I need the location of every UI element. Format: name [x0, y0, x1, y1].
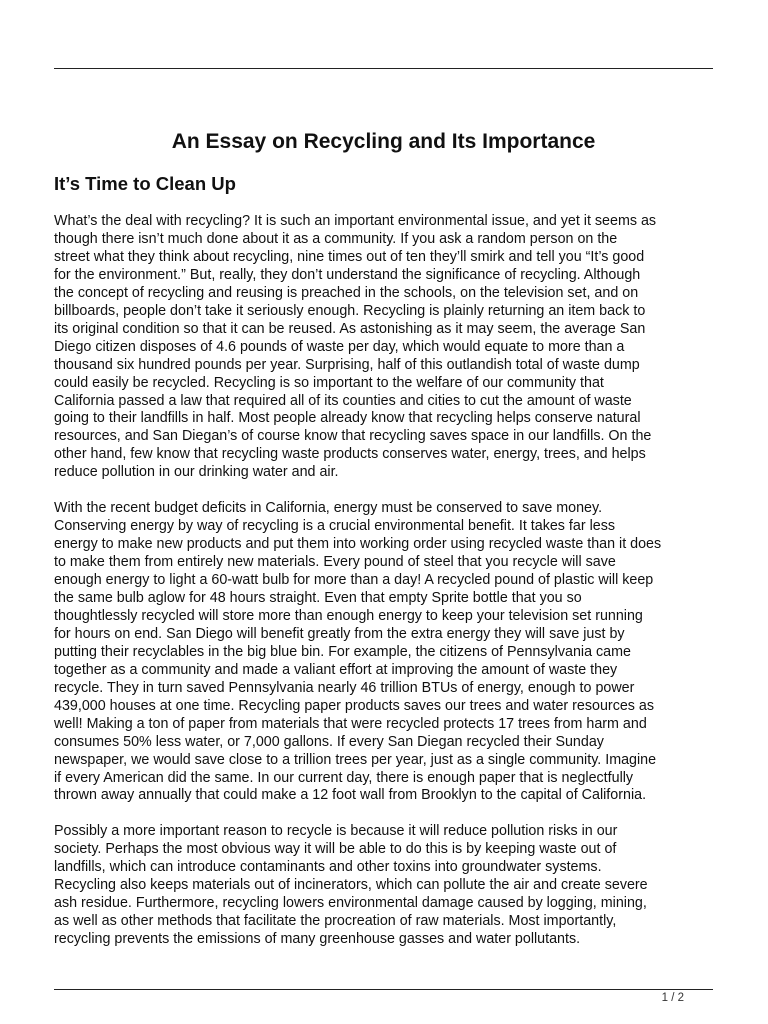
text-line: for hours on end. San Diego will benefit greatly from the extra energy they will save just by	[54, 625, 625, 642]
text-line: recycle. They in turn saved Pennsylvania nearly 46 trillion BTUs of energy, enough to power	[54, 679, 635, 696]
text-line: together as a community and made a valiant effort at improving the amount of waste they	[54, 661, 618, 678]
text-line: ash residue. Furthermore, recycling lowers environmental damage caused by logging, mining,	[54, 895, 647, 912]
text-line: With the recent budget deficits in California, energy must be conserved to save money.	[54, 500, 603, 517]
section-heading: It’s Time to Clean Up	[54, 173, 236, 194]
text-line: if every American did the same. In our current day, there is enough paper that is neglectfully	[54, 769, 634, 786]
header-rule	[54, 68, 713, 69]
text-line: thousand six hundred pounds per year. Surprising, half of this outlandish total of waste dump	[54, 356, 640, 373]
text-line: putting their recyclables in the big blue bin. For example, the citizens of Pennsylvania came	[54, 643, 631, 660]
text-line: the same bulb aglow for 48 hours straight. Even that empty Sprite bottle that you so	[54, 590, 582, 606]
text-line: street what they think about recycling, nine times out of ten they’ll smirk and tell you “It’s good	[54, 248, 645, 265]
document-title: An Essay on Recycling and Its Importance	[171, 130, 596, 153]
text-line: going to their landfills in half. Most people already know that recycling helps conserve natural	[54, 410, 641, 427]
text-line: consumes 50% less water, or 7,000 gallons. If every San Diegan recycled their Sunday	[54, 733, 604, 750]
text-line: to make them from entirely new materials. Every pound of steel that you recycle will save	[54, 554, 616, 571]
text-line: Possibly a more important reason to recycle is because it will reduce pollution risks in our	[54, 823, 618, 840]
text-line: its original condition so that it can be reused. As astonishing as it may seem, the average San	[54, 320, 646, 337]
text-line: well! Making a ton of paper from materials that were recycled protects 17 trees from harm and	[54, 715, 647, 732]
text-line: society. Perhaps the most obvious way it will be able to do this is by keeping waste out of	[54, 841, 617, 858]
paragraph-2	[54, 500, 716, 805]
text-line: energy to make new products and put them into working order using recycled waste than it does	[54, 536, 662, 553]
paragraph-3	[54, 823, 716, 949]
text-line: billboards, people don’t take it seriously enough. Recycling is plainly returning an item back to	[54, 302, 646, 319]
text-line: could easily be recycled. Recycling is so important to the welfare of our community that	[54, 374, 604, 391]
text-line: Recycling also keeps materials out of incinerators, which can pollute the air and create severe	[54, 877, 648, 894]
text-line: thoughtlessly recycled will store more than enough energy to keep your television set running	[54, 607, 643, 624]
text-line: 439,000 houses at one time. Recycling paper products saves our trees and water resources as	[54, 697, 655, 714]
text-line: reduce pollution in our drinking water and air.	[54, 464, 339, 481]
text-line: Conserving energy by way of recycling is a crucial environmental benefit. It takes far less	[54, 518, 616, 535]
text-line: as well as other methods that facilitate the procreation of raw materials. Most importantly,	[54, 913, 617, 930]
text-line: recycling prevents the emissions of many greenhouse gasses and water pollutants.	[54, 931, 581, 948]
text-line: newspaper, we would save close to a trillion trees per year, just as a single community. Imagine	[54, 751, 657, 768]
text-line: thrown away annually that could make a 12 foot wall from Brooklyn to the capital of California.	[54, 787, 647, 804]
text-line: What’s the deal with recycling? It is such an important environmental issue, and yet it seems as	[54, 213, 657, 229]
text-line: other hand, few know that recycling waste products conserves water, energy, trees, and helps	[54, 446, 646, 463]
text-line: though there isn’t much done about it as a community. If you ask a random person on the	[54, 230, 618, 247]
page-number: 1 / 2	[661, 992, 684, 1004]
text-line: California passed a law that required all of its counties and cities to cut the amount of waste	[54, 392, 632, 409]
text-line: for the environment.” But, really, they don’t understand the significance of recycling. Although	[54, 266, 641, 283]
text-line: resources, and San Diegan’s of course know that recycling saves space in our landfills. On the	[54, 428, 652, 445]
footer-rule	[54, 989, 713, 990]
document-body	[54, 213, 716, 967]
text-line: enough energy to light a 60-watt bulb for more than a day! A recycled pound of plastic will keep	[54, 572, 654, 589]
paragraph-1	[54, 213, 716, 482]
text-line: the concept of recycling and reusing is preached in the schools, on the television set, and on	[54, 284, 639, 301]
text-line: Diego citizen disposes of 4.6 pounds of waste per day, which would equate to more than a	[54, 338, 625, 355]
text-line: landfills, which can introduce contaminants and other toxins into groundwater systems.	[54, 859, 602, 876]
